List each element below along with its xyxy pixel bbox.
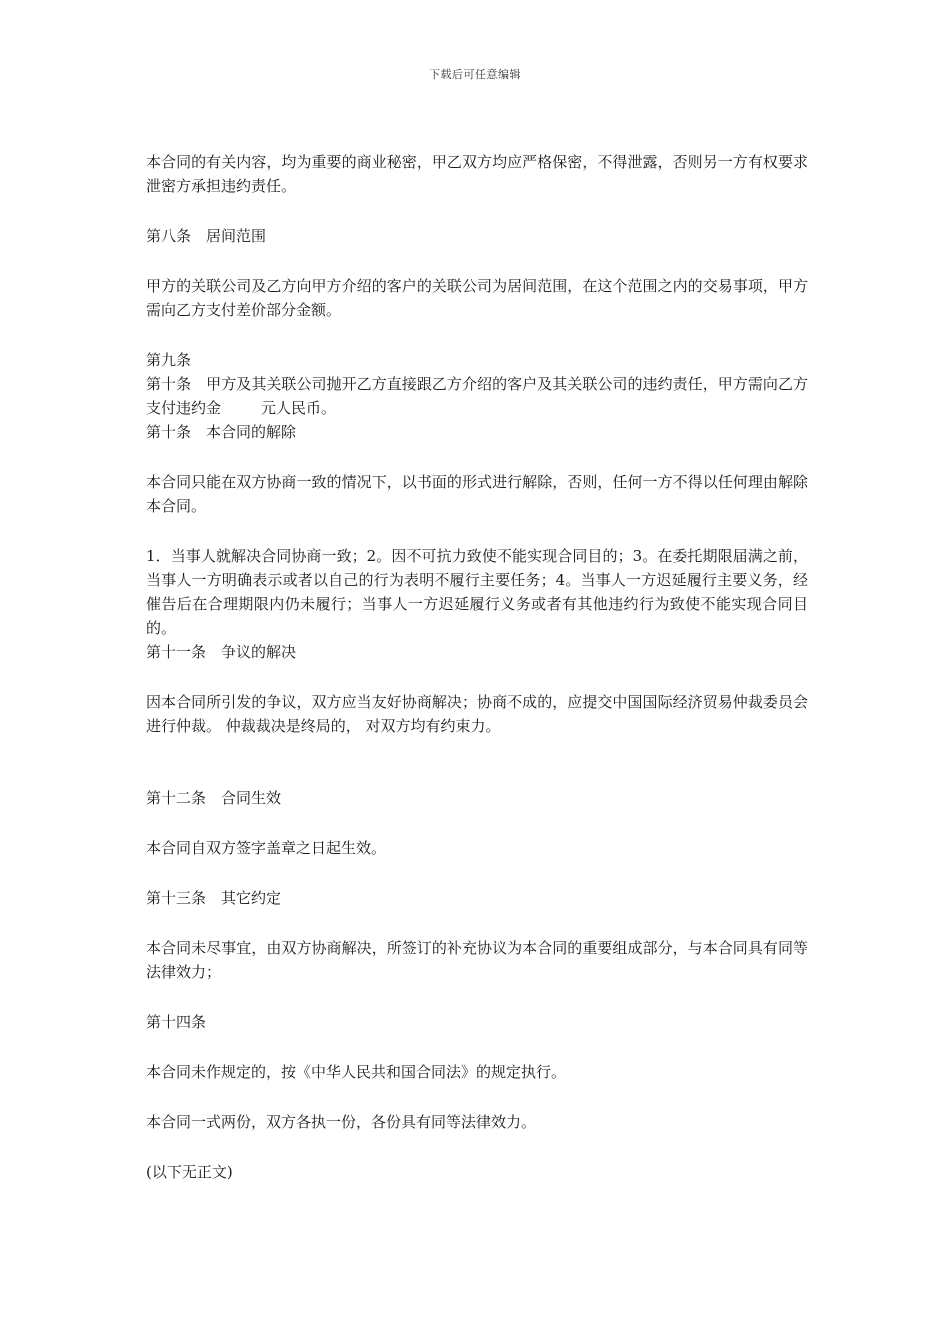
heading-article-8: 第八条 居间范围 [146, 227, 267, 245]
heading-article-13: 第十三条 其它约定 [146, 889, 282, 907]
paragraph-other-terms: 本合同未尽事宜，由双方协商解决，所签订的补充协议为本合同的重要组成部分，与本合同具有同等法律效力； [146, 939, 808, 981]
breach-liability-text: 第十条 甲方及其关联公司抛开乙方直接跟乙方介绍的客户及其关联公司的违约责任，甲方需向乙方支付违约金 [146, 375, 808, 417]
heading-article-12: 第十二条 合同生效 [146, 789, 282, 807]
paragraph-effective: 本合同自双方签字盖章之日起生效。 [146, 839, 387, 857]
paragraph-end-note: (以下无正文) [146, 1163, 233, 1181]
paragraph-governing-law: 本合同未作规定的，按《中华人民共和国合同法》的规定执行。 [146, 1063, 567, 1081]
document-body [146, 150, 808, 1184]
paragraph-breach-liability [146, 372, 808, 420]
heading-article-14: 第十四条 [146, 1013, 207, 1031]
breach-liability-unit: 元人民币。 [261, 399, 337, 417]
heading-article-9: 第九条 [146, 351, 192, 369]
heading-article-11: 第十一条 争议的解决 [146, 643, 297, 661]
paragraph-dispute: 因本合同所引发的争议，双方应当友好协商解决；协商不成的，应提交中国国际经济贸易仲裁委员会进行仲裁。 仲裁裁决是终局的， 对双方均有约束力。 [146, 693, 808, 735]
paragraph-termination: 本合同只能在双方协商一致的情况下，以书面的形式进行解除，否则，任何一方不得以任何理由解除本合同。 [146, 473, 808, 515]
page-header: 下载后可任意编辑 [429, 68, 521, 81]
paragraph-confidentiality: 本合同的有关内容，均为重要的商业秘密，甲乙双方均应严格保密，不得泄露，否则另一方有权要求泄密方承担违约责任。 [146, 153, 808, 195]
paragraph-copies: 本合同一式两份，双方各执一份，各份具有同等法律效力。 [146, 1113, 537, 1131]
heading-article-10: 第十条 本合同的解除 [146, 423, 297, 441]
paragraph-scope: 甲方的关联公司及乙方向甲方介绍的客户的关联公司为居间范围，在这个范围之内的交易事项，甲方需向乙方支付差价部分金额。 [146, 277, 808, 319]
paragraph-termination-conditions: 1．当事人就解决合同协商一致；2。因不可抗力致使不能实现合同目的；3。在委托期限届满之前，当事人一方明确表示或者以自己的行为表明不履行主要任务；4。当事人一方迟延履行主要义务，经催告后在合理期限内仍未履行；当事人一方迟延履行义务或者有其他违约行为致使不能实现合同目的。 [146, 547, 808, 637]
